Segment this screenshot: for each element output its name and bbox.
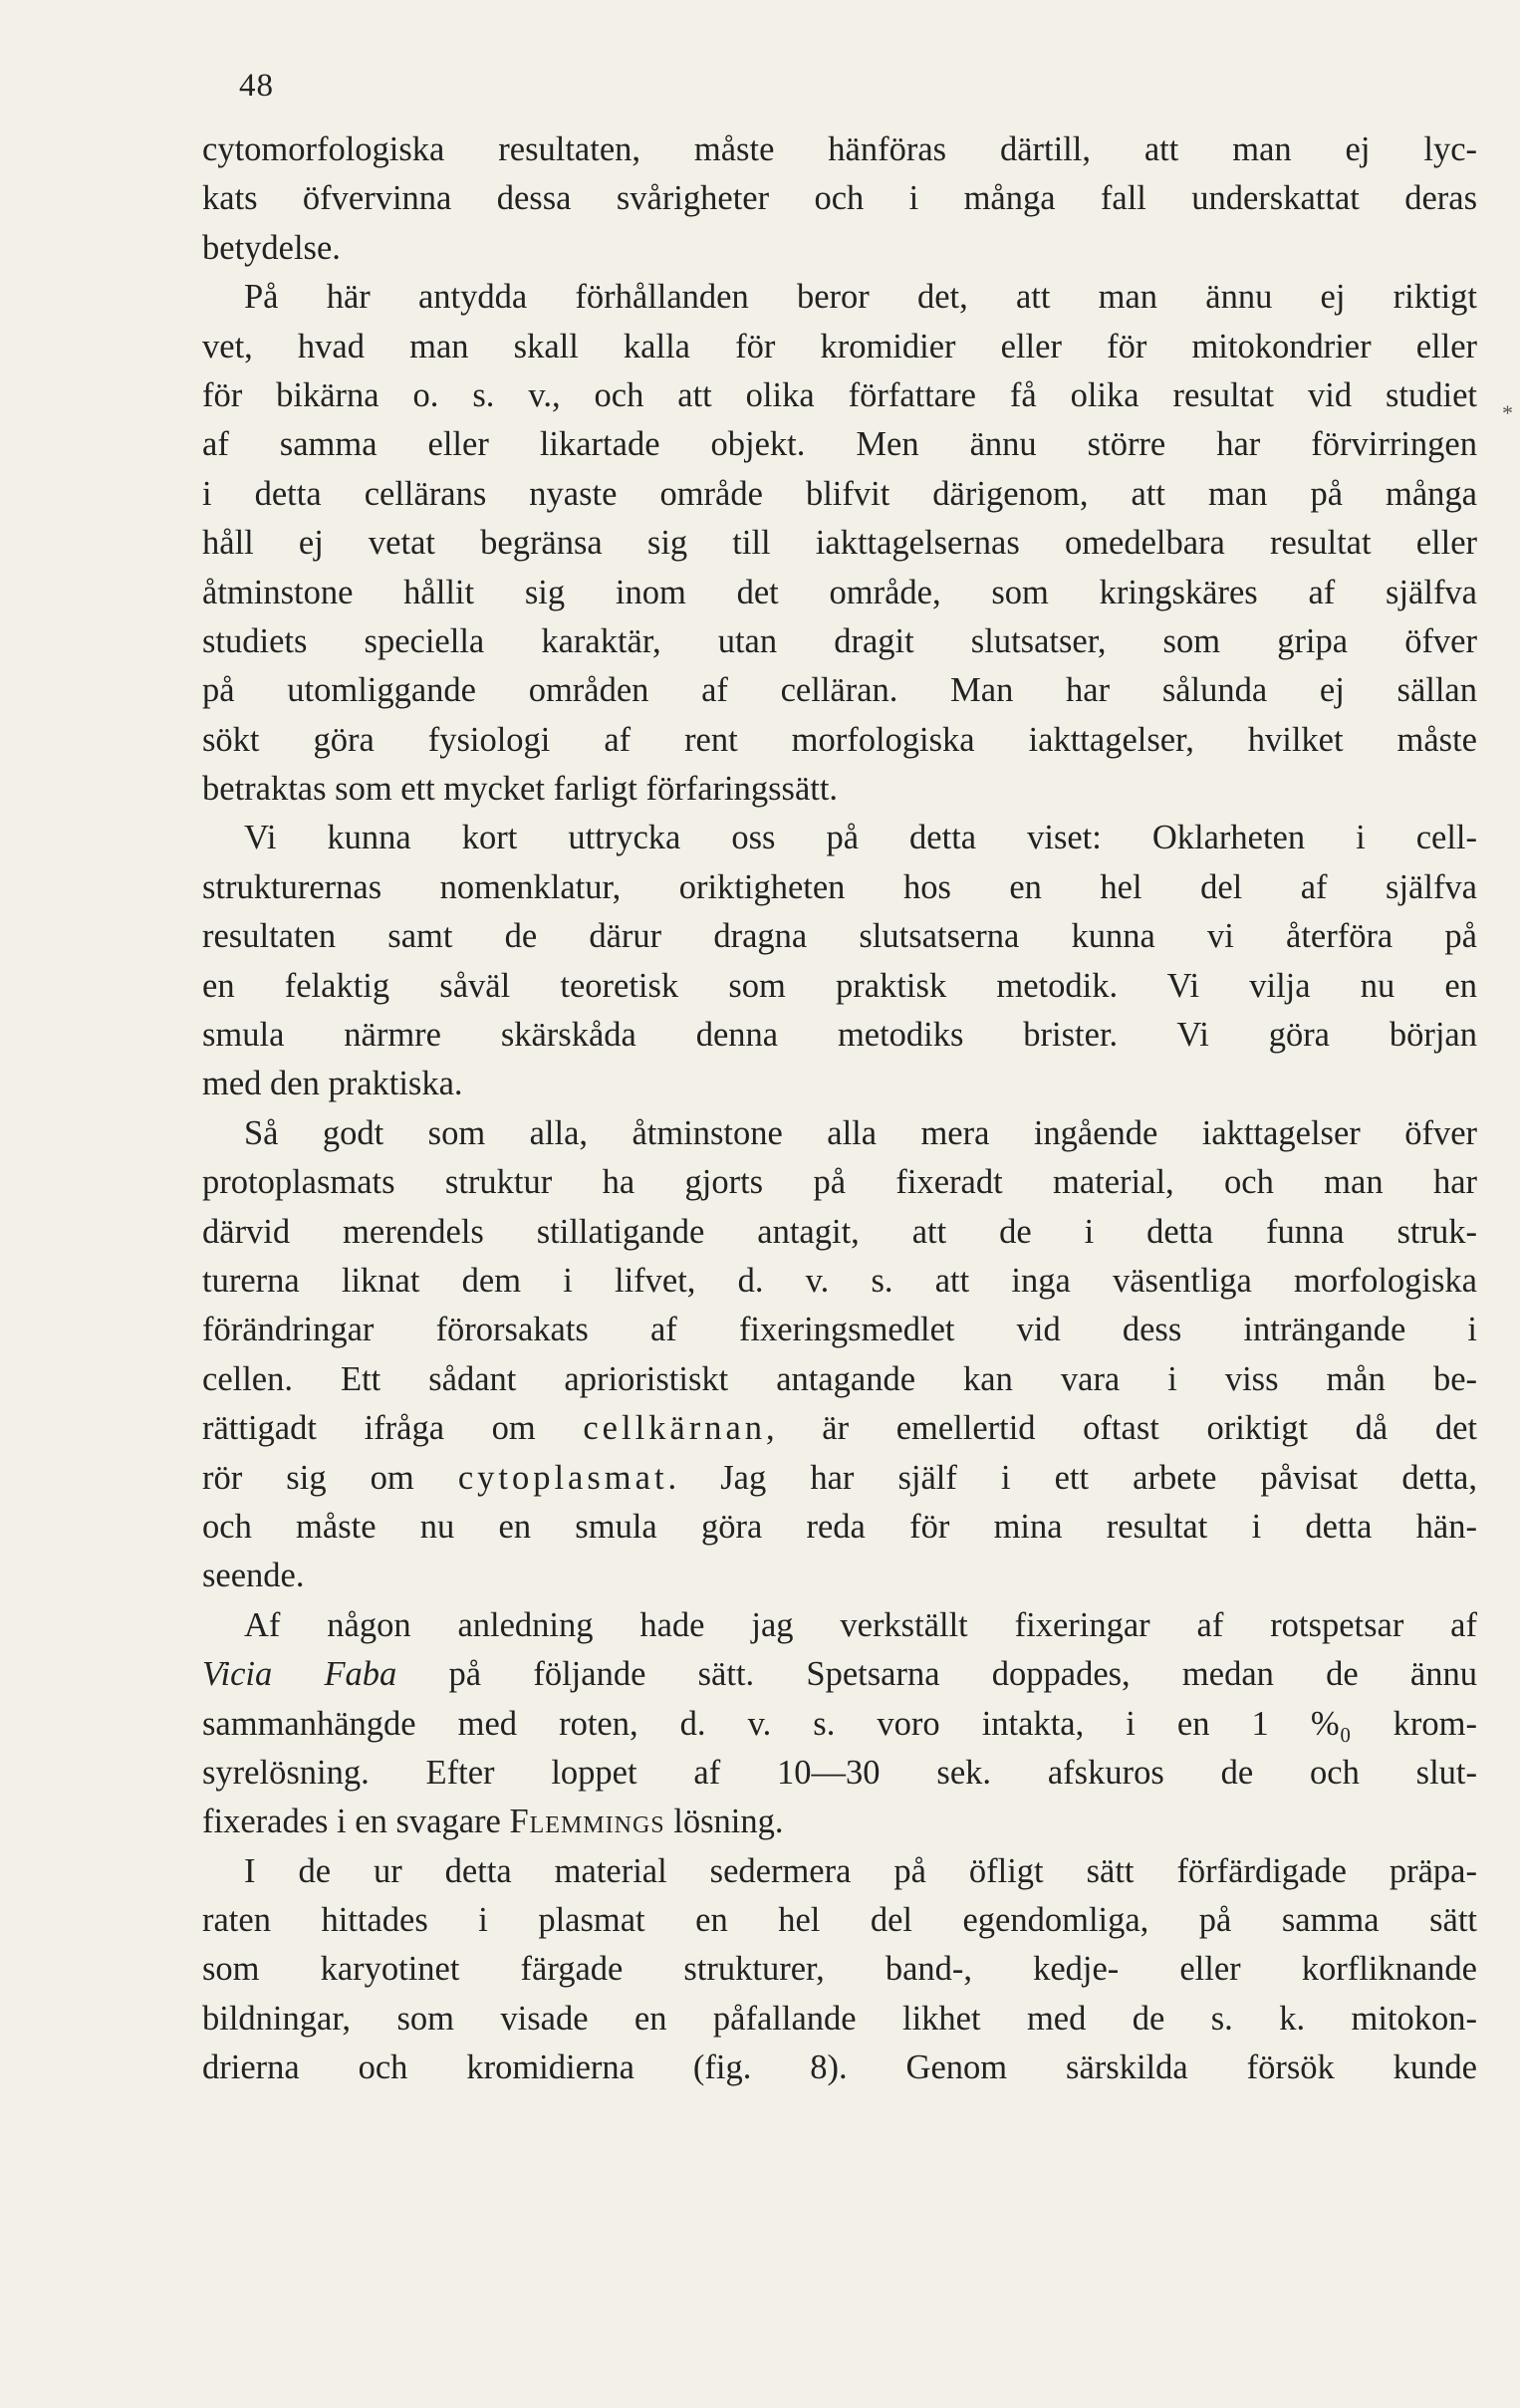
text-line-28 — [202, 1454, 1477, 1503]
text-line-19: smula närmre skärskåda denna metodiks brister. Vi göra början — [202, 1016, 1477, 1055]
text-line-2: kats öfvervinna dessa svårigheter och i många fall underskattat deras — [202, 179, 1477, 218]
text-line-29: och måste nu en smula göra reda för mina resultat i detta hän- — [202, 1507, 1477, 1546]
text-line-10: åtminstone hållit sig inom det område, som kringskäres af själfva — [202, 573, 1477, 611]
text-line-34: syrelösning. Efter loppet af 10—30 sek. afskuros de och slut- — [202, 1753, 1477, 1792]
text-line-23: därvid merendels stillatigande antagit, att de i detta funna struk- — [202, 1212, 1477, 1251]
text-line-35 — [202, 1798, 1477, 1846]
text-line-11: studiets speciella karaktär, utan dragit slutsatser, som gripa öfver — [202, 621, 1477, 660]
text-line-7: af samma eller likartade objekt. Men ännu större har förvirringen — [202, 425, 1477, 464]
text-line-33: sammanhängde med roten, d. v. s. voro intakta, i en 1 %₀ krom- — [202, 1704, 1477, 1743]
text-line-20: med den praktiska. — [202, 1065, 463, 1103]
text-line-15: Vi kunna kort uttrycka oss på detta viset: Oklarheten i cell- — [244, 819, 1477, 857]
text-line-22: protoplasmats struktur ha gjorts på fixeradt material, och man har — [202, 1163, 1477, 1202]
text-line-26: cellen. Ett sådant aprioristiskt antagande kan vara i viss mån be- — [202, 1359, 1477, 1398]
text-line-5: vet, hvad man skall kalla för kromidier eller för mitokondrier eller — [202, 327, 1477, 365]
text-segment: rör sig om — [202, 1458, 458, 1497]
text-line-31: Af någon anledning hade jag verkställt fixeringar af rotspetsar af — [244, 1605, 1477, 1644]
text-line-9: håll ej vetat begränsa sig till iakttagelsernas omedelbara resultat eller — [202, 524, 1477, 563]
text-line-17: resultaten samt de därur dragna slutsatserna kunna vi återföra på — [202, 917, 1477, 956]
author-name: Flemmings — [509, 1803, 665, 1841]
text-line-14: betraktas som ett mycket farligt förfaringssätt. — [202, 770, 839, 809]
text-line-24: turerna liknat dem i lifvet, d. v. s. att inga väsentliga morfologiska — [202, 1261, 1477, 1300]
text-line-37: raten hittades i plasmat en hel del egendomliga, på samma sätt — [202, 1901, 1477, 1940]
text-line-1: cytomorfologiska resultaten, måste hänföras därtill, att man ej lyc- — [202, 130, 1477, 168]
text-line-40: drierna och kromidierna (fig. 8). Genom särskilda försök kunde — [202, 2048, 1477, 2087]
body-text — [202, 125, 1477, 2093]
text-segment: , är emellertid oftast oriktigt då det — [766, 1409, 1477, 1448]
text-segment: . Jag har själf i ett arbete påvisat detta, — [667, 1458, 1477, 1497]
text-line-13: sökt göra fysiologi af rent morfologiska iakttagelser, hvilket måste — [202, 720, 1477, 759]
margin-mark: * — [1502, 400, 1513, 425]
generated-lines — [202, 125, 1477, 1404]
text-line-36: I de ur detta material sedermera på öfligt sätt förfärdigade präpa- — [244, 1851, 1477, 1890]
text-line-3: betydelse. — [202, 228, 341, 267]
text-segment: rättigadt ifråga om — [202, 1409, 584, 1448]
page-number: 48 — [239, 68, 274, 104]
text-line-32 — [202, 1650, 1477, 1699]
text-line-8: i detta cellärans nyaste område blifvit därigenom, att man på många — [202, 474, 1477, 513]
text-line-18: en felaktig såväl teoretisk som praktisk metodik. Vi vilja nu en — [202, 966, 1477, 1005]
species-name: Vicia Faba — [202, 1655, 397, 1694]
text-line-16: strukturernas nomenklatur, oriktigheten hos en hel del af själfva — [202, 867, 1477, 906]
text-line-21: Så godt som alla, åtminstone alla mera ingående iakttagelser öfver — [244, 1113, 1477, 1152]
text-line-4: På här antydda förhållanden beror det, att man ännu ej riktigt — [244, 278, 1477, 317]
text-line-38: som karyotinet färgade strukturer, band-, kedje- eller korfliknande — [202, 1950, 1477, 1989]
text-line-12: på utomliggande områden af celläran. Man har sålunda ej sällan — [202, 671, 1477, 710]
text-line-25: förändringar förorsakats af fixeringsmedlet vid dess inträngande i — [202, 1311, 1477, 1349]
text-line-39: bildningar, som visade en påfallande likhet med de s. k. mitokon- — [202, 1999, 1477, 2038]
spaced-term: cellkärnan — [583, 1409, 767, 1448]
text-segment: lösning. — [664, 1803, 784, 1841]
text-segment: på följande sätt. Spetsarna doppades, medan de ännu — [396, 1655, 1477, 1694]
text-line-30: seende. — [202, 1557, 305, 1595]
text-line-6: för bikärna o. s. v., och att olika författare få olika resultat vid studiet — [202, 375, 1477, 414]
spaced-term: cytoplasmat — [457, 1458, 668, 1497]
text-line-27 — [202, 1404, 1477, 1453]
text-segment: fixerades i en svagare — [202, 1803, 510, 1841]
